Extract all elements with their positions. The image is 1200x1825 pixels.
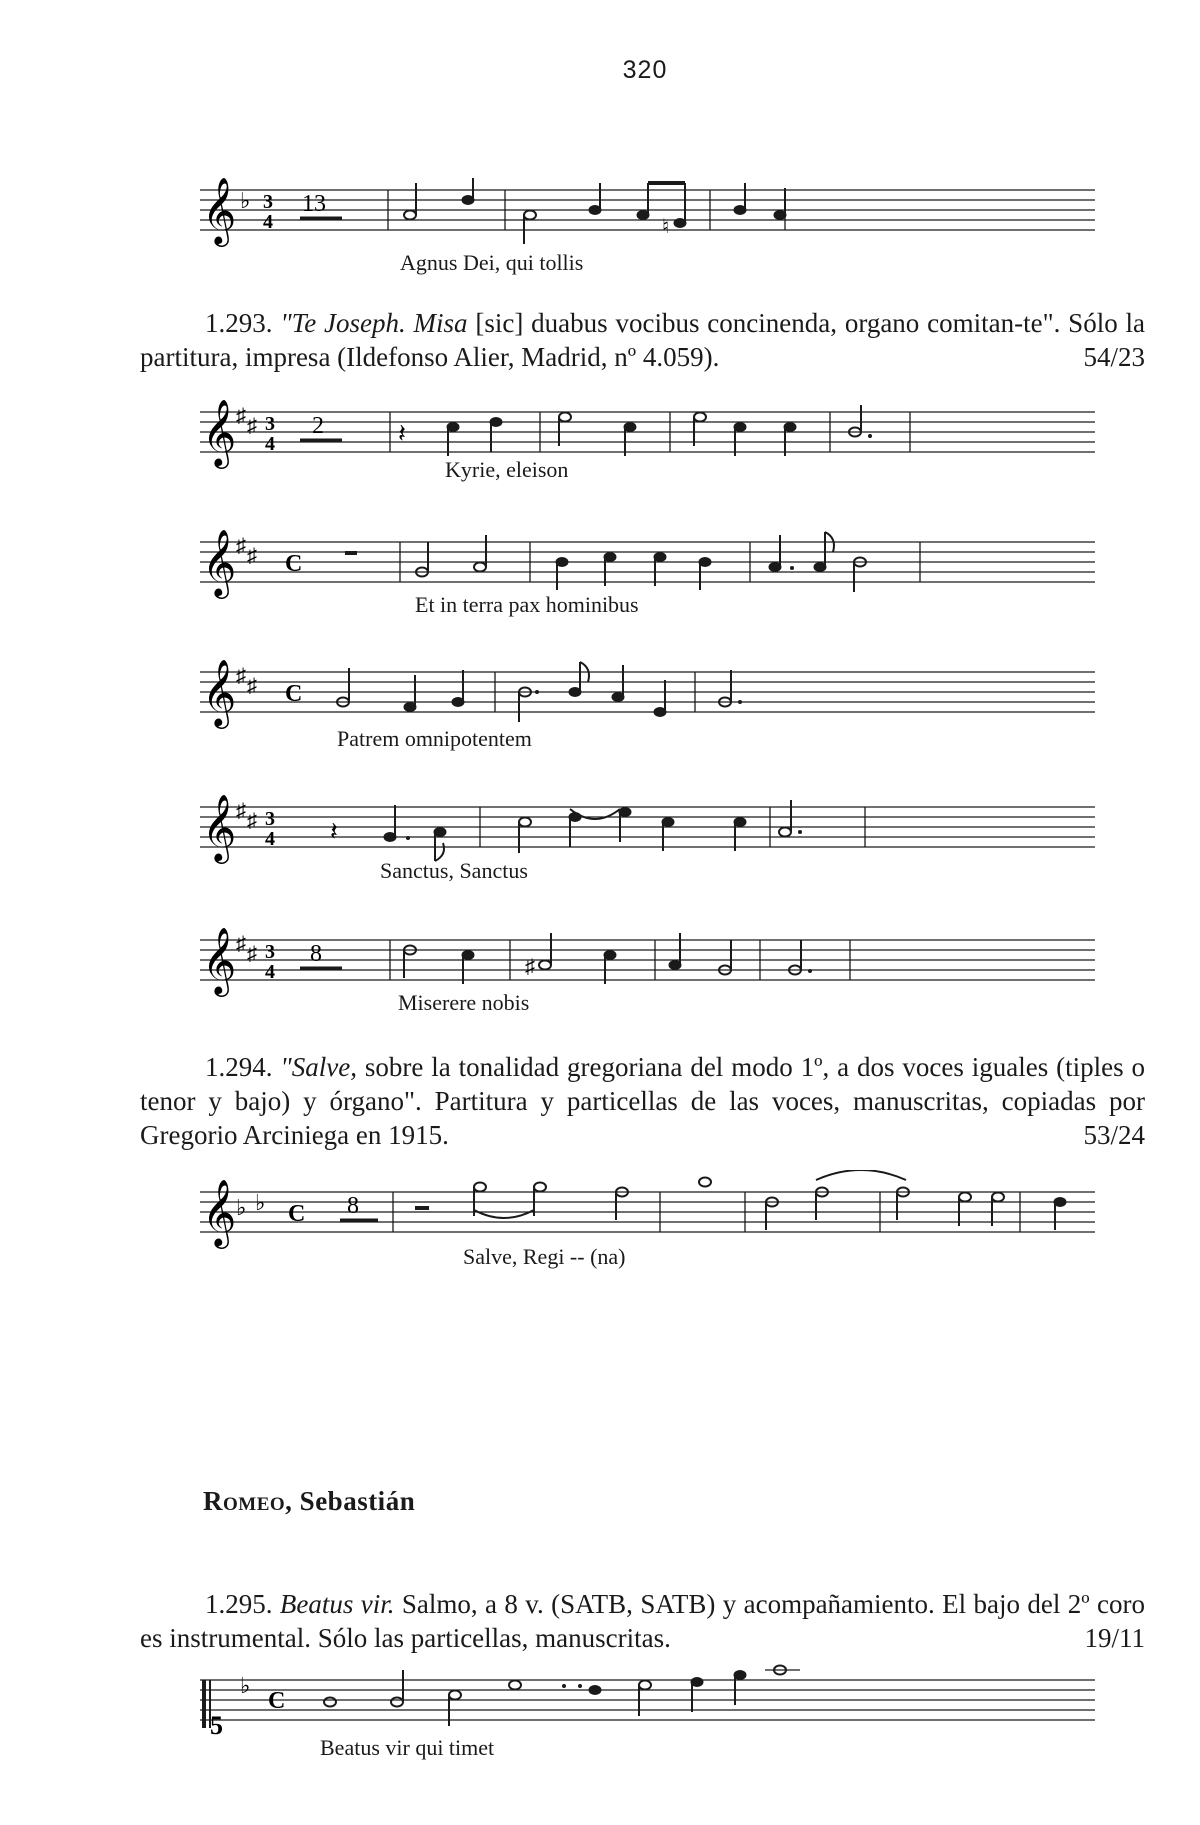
svg-text:♯: ♯ [236, 933, 246, 955]
incipit-lyric-beatus: Beatus vir qui timet [320, 1735, 495, 1760]
time-signature: C [288, 1201, 306, 1227]
music-staff-kyrie [200, 400, 1100, 470]
composer-heading [203, 1486, 415, 1517]
entry-text: Salmo, a 8 v. (SATB, SATB) y acompañamiento. El bajo del 2º coro es instrumental. Sólo las particellas, manuscritas. [140, 1589, 1145, 1653]
svg-text:𝄞: 𝄞 [202, 1178, 237, 1246]
music-staff-gloria [200, 530, 1100, 600]
archive-reference: 54/23 [1083, 342, 1145, 372]
multi-rest-number: 2 [312, 413, 324, 439]
music-staff-credo [200, 660, 1100, 730]
svg-text:♯: ♯ [236, 800, 246, 822]
time-signature: C [285, 551, 303, 577]
music-staff-salve [200, 1170, 1100, 1250]
archive-reference: 19/11 [1084, 1623, 1145, 1653]
svg-text:𝄞: 𝄞 [202, 928, 237, 994]
entry-number: 1.293. [205, 308, 273, 338]
svg-text:♭: ♭ [255, 1190, 266, 1215]
time-sig-top: 3 [265, 808, 275, 830]
composer-given-name: , Sebastián [285, 1486, 416, 1516]
entry-title: Beatus vir. [279, 1589, 395, 1619]
svg-text:♭: ♭ [240, 188, 251, 213]
incipit-lyric-gloria: Et in terra pax hominibus [415, 592, 639, 617]
svg-text:♯: ♯ [236, 535, 246, 557]
music-staff-miserere [200, 928, 1100, 998]
incipit-lyric-kyrie: Kyrie, eleison [445, 457, 569, 482]
multi-rest-number: 8 [310, 941, 322, 967]
incipit-lyric-miserere: Miserere nobis [398, 990, 530, 1015]
svg-text:♯: ♯ [525, 956, 535, 978]
time-sig-top: 3 [265, 413, 275, 435]
svg-text:♭: ♭ [236, 1195, 247, 1220]
entry-1293 [140, 306, 1145, 374]
entry-number: 1.295. [205, 1589, 273, 1619]
entry-1294 [140, 1050, 1145, 1152]
incipit-lyric-salve: Salve, Regi -- (na) [463, 1244, 626, 1269]
entry-title: "Te Joseph. Misa [280, 308, 468, 338]
composer-surname: Romeo [203, 1486, 286, 1516]
svg-text:𝄞: 𝄞 [202, 530, 237, 596]
svg-text:𝄞: 𝄞 [202, 178, 237, 244]
entry-text: sobre la tonalidad gregoriana del modo 1º, a dos voces iguales (tiples o tenor y bajo) y órgano". Partitura y particellas de las voces, manuscritas, copiadas por Gregorio Arciniega en 1915. [140, 1052, 1146, 1150]
incipit-lyric-agnus: Agnus Dei, qui tollis [400, 250, 584, 275]
svg-text:𝄞: 𝄞 [202, 660, 237, 726]
entry-text: [sic] duabus vocibus concinenda, organo comitan-te". Sólo la partitura, impresa (Ildefonso Alier, Madrid, nº 4.059). [140, 308, 1145, 372]
time-sig-bottom: 4 [265, 961, 275, 983]
svg-text:♯: ♯ [247, 675, 257, 697]
svg-text:5: 5 [210, 1711, 223, 1740]
time-sig-bottom: 4 [265, 828, 275, 850]
svg-text:♯: ♯ [247, 810, 257, 832]
time-sig-top: 3 [265, 941, 275, 963]
svg-text:♮: ♮ [662, 216, 670, 238]
svg-text:♯: ♯ [247, 415, 257, 437]
entry-1295 [140, 1587, 1145, 1655]
time-signature: C [285, 681, 303, 707]
music-staff-agnus [200, 178, 1100, 248]
multi-rest-number: 8 [347, 1193, 359, 1219]
incipit-lyric-credo: Patrem omnipotentem [337, 726, 532, 751]
svg-text:𝄽: 𝄽 [330, 817, 338, 846]
svg-text:♯: ♯ [236, 405, 246, 427]
entry-number: 1.294. [205, 1052, 273, 1082]
svg-text:𝄞: 𝄞 [202, 795, 237, 861]
archive-reference: 53/24 [1083, 1120, 1145, 1150]
music-staff-sanctus [200, 795, 1100, 865]
multi-rest-number: 13 [302, 191, 326, 217]
incipit-lyric-sanctus: Sanctus, Sanctus [380, 858, 528, 883]
time-sig-top: 3 [263, 191, 273, 213]
svg-text:♯: ♯ [247, 545, 257, 567]
svg-text:𝄽: 𝄽 [398, 419, 406, 448]
entry-title: "Salve, [280, 1052, 357, 1082]
time-sig-bottom: 4 [263, 211, 273, 233]
time-signature: C [268, 1688, 286, 1714]
page-number: 320 [622, 56, 668, 84]
svg-text:𝄞: 𝄞 [202, 400, 237, 466]
svg-text:♯: ♯ [247, 943, 257, 965]
time-sig-bottom: 4 [265, 433, 275, 455]
svg-text:♭: ♭ [240, 1673, 251, 1698]
svg-text:♯: ♯ [236, 665, 246, 687]
music-staff-beatus [200, 1660, 1100, 1740]
